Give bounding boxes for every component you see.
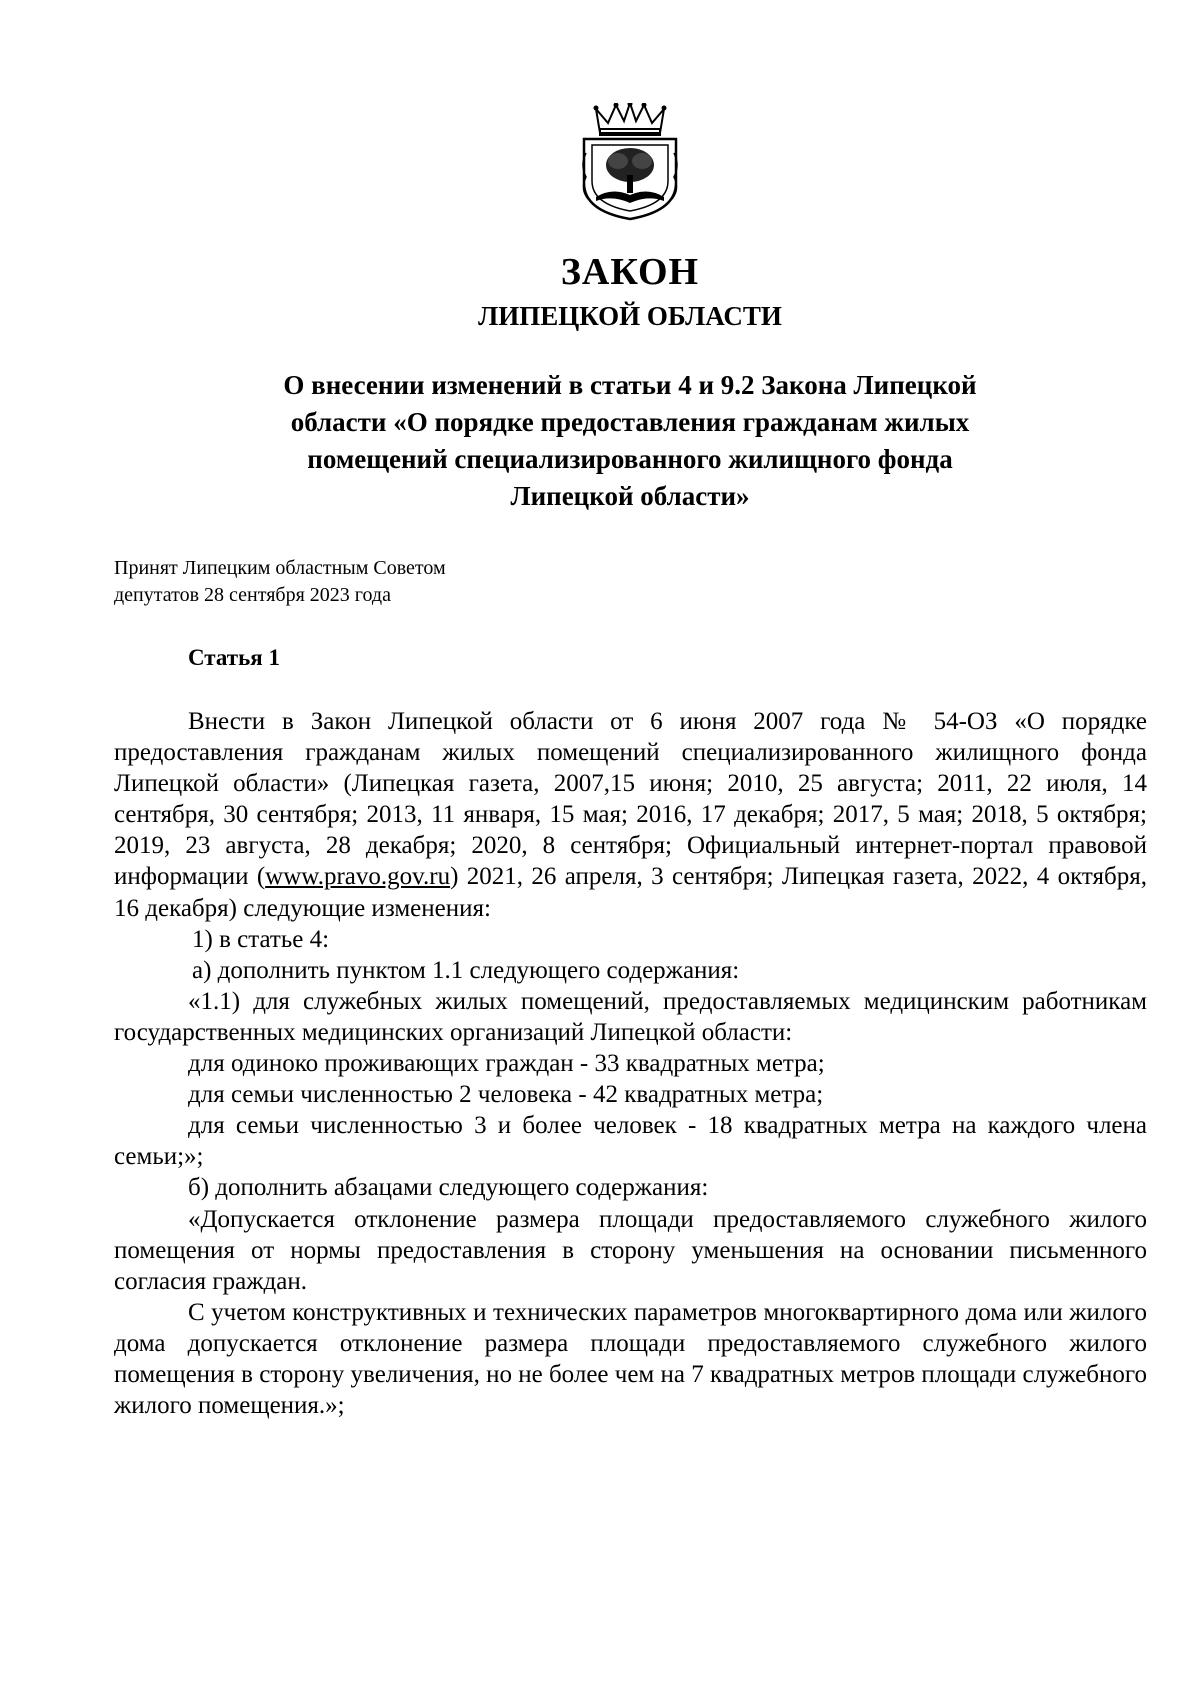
intro-text: Внести в Закон Липецкой области от 6 июня 2007 года № 54-ОЗ «О порядке предоставления гражданам жилых помещений специализированного жилищного фонда Липецкой области» (Липецкая газета, 2007,15 июня; 2010, 25 августа; 2011, 22 июля, 14 сентября, 30 сентября; 2013, 11 января, 15 мая; 2016, 17 декабря; 2017, 5 мая; 2018, 5 октября; 2019, 23 августа, 28 декабря; 2020, 8 сентября; Официальный интернет-портал правовой информации ( (114, 708, 1147, 891)
intro-text-tail: ) 2021, 26 апреля, 3 сентября; Липецкая газета, 2022, 4 октября, 16 декабря) следующие изменения: (114, 863, 1147, 922)
adoption-note (114, 555, 446, 609)
list-item: «1.1) для служебных жилых помещений, предоставляемых медицинским работникам государственных медицинских организаций Липецкой области: (114, 987, 1147, 1046)
list-item: 1) в статье 4: (192, 925, 330, 953)
subject-line: помещений специализированного жилищного фонда (307, 444, 953, 474)
pravo-gov-link[interactable]: www.pravo.gov.ru (265, 863, 451, 891)
list-item: а) дополнить пунктом 1.1 следующего содержания: (192, 956, 740, 984)
lipetsk-coat-of-arms-icon (578, 103, 682, 221)
list-item: С учетом конструктивных и технических параметров многоквартирного дома или жилого дома допускается отклонение размера площади предоставляемого служебного жилого помещения в сторону увеличения, но не более чем на 7 квадратных метров площади служебного жилого помещения.»; (114, 1298, 1147, 1420)
subject-line: Липецкой области» (510, 481, 750, 511)
list-item: для одиноко проживающих граждан - 33 квадратных метра; (188, 1050, 825, 1078)
document-title: ЗАКОН (560, 251, 700, 293)
list-item: для семьи численностью 3 и более человек - 18 квадратных метра на каждого члена семьи;»; (114, 1112, 1147, 1171)
article-intro (114, 706, 1147, 924)
subject-line: О внесении изменений в статьи 4 и 9.2 Закона Липецкой (283, 370, 977, 400)
document-region: ЛИПЕЦКОЙ ОБЛАСТИ (478, 301, 782, 331)
adoption-line: депутатов 28 сентября 2023 года (114, 584, 391, 606)
article-body (114, 706, 1147, 1421)
list-item: б) дополнить абзацами следующего содержания: (188, 1174, 709, 1202)
list-item: для семьи численностью 2 человека - 42 квадратных метра; (188, 1081, 824, 1109)
subject-line: области «О порядке предоставления гражданам жилых (290, 407, 970, 437)
list-item: «Допускается отклонение размера площади предоставляемого служебного жилого помещения от нормы предоставления в сторону уменьшения на основании письменного согласия граждан. (114, 1205, 1147, 1295)
law-subject (150, 367, 1110, 515)
article-heading: Статья 1 (188, 645, 280, 670)
adoption-line: Принят Липецким областным Советом (114, 557, 446, 579)
